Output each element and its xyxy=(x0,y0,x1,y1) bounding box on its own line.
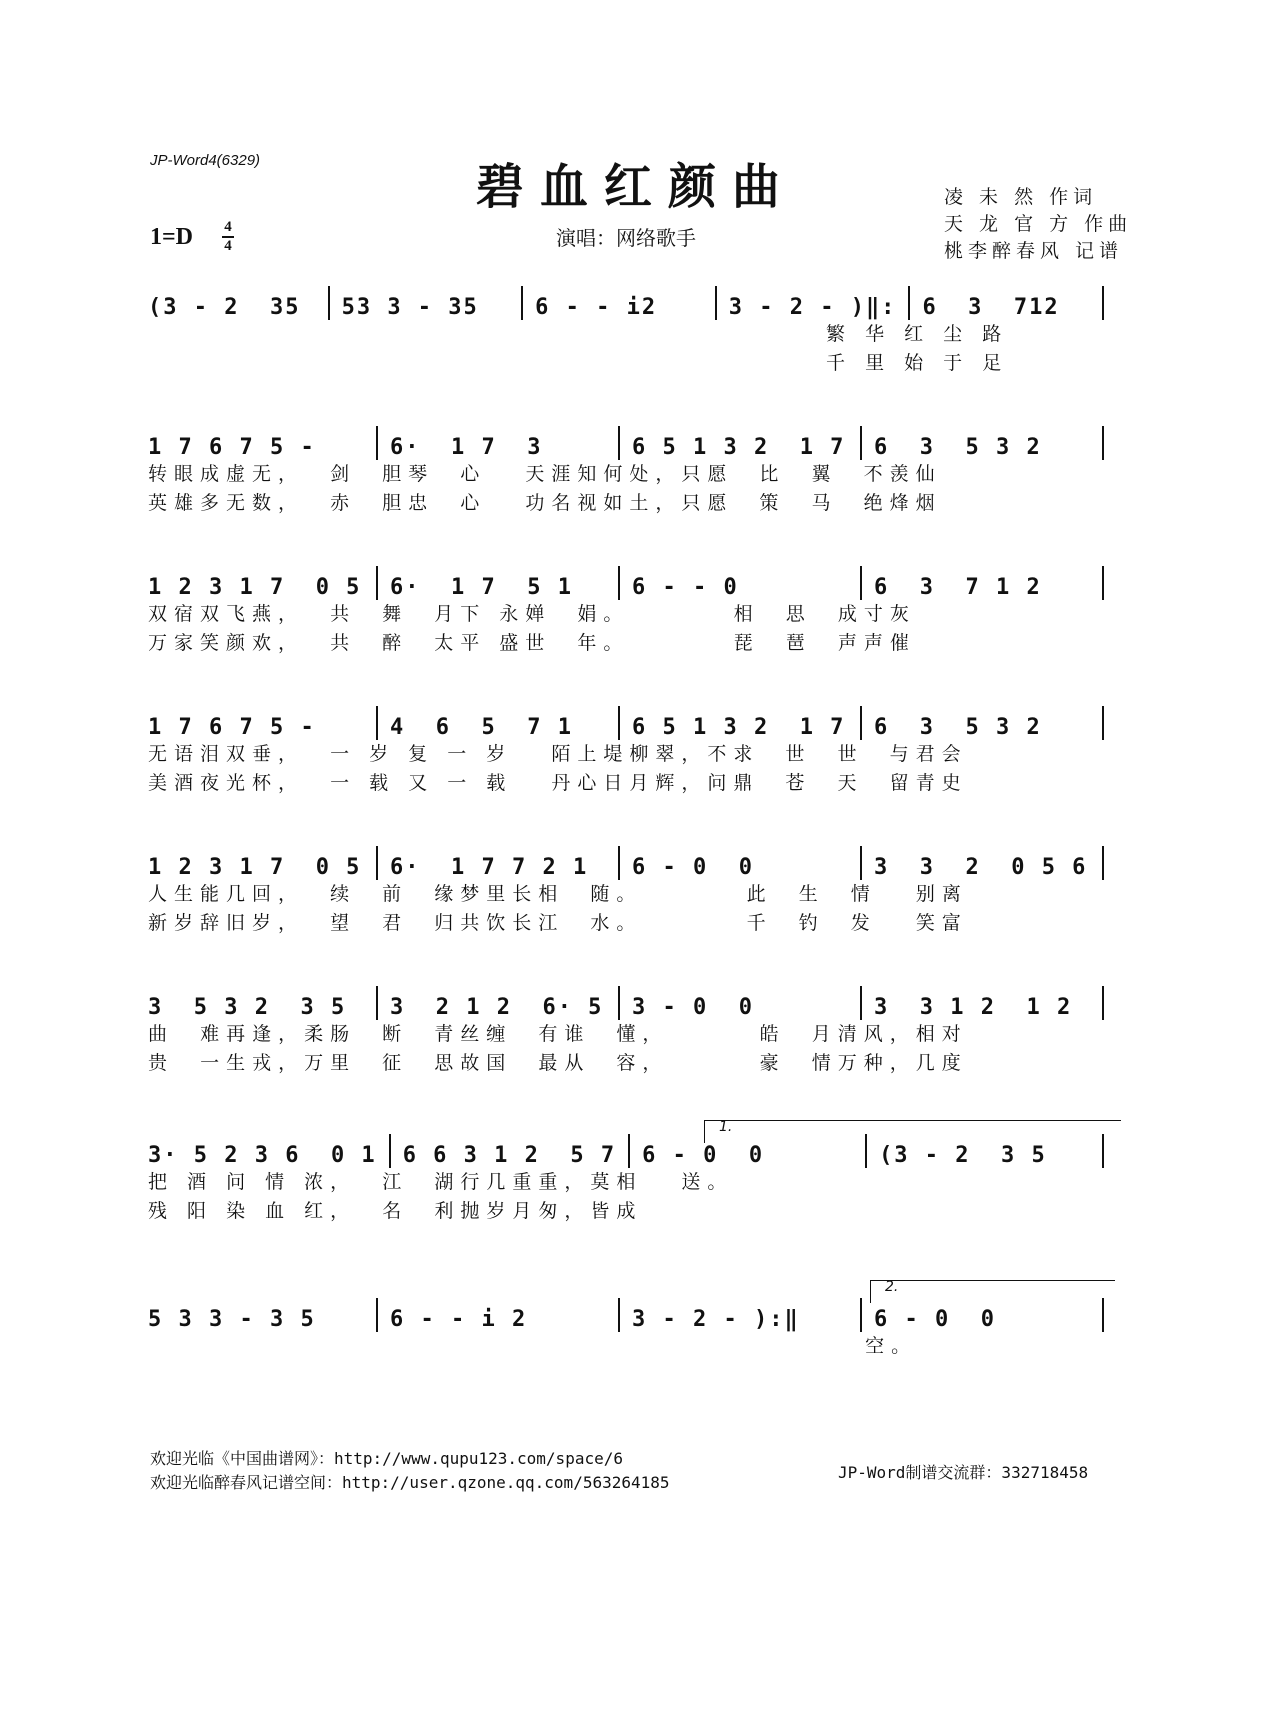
lyric-line: 双宿双飞燕， 共 舞 月下 永婵 娟。 相 思 成寸灰 xyxy=(148,603,916,625)
measure: (3 - 2 35 xyxy=(148,295,301,320)
lyric-line: 贵 一生戎，万里 征 思故国 最从 容， 豪 情万种，几度 xyxy=(148,1052,968,1074)
score-system xyxy=(148,568,1116,658)
measure: 6 5 1 3 2 1 7 xyxy=(632,435,846,460)
barline xyxy=(376,986,378,1020)
measure: 3 3 2 0 5 6 xyxy=(874,855,1088,880)
volta-2-label: 2. xyxy=(885,1279,899,1295)
barline xyxy=(618,566,620,600)
time-signature xyxy=(222,220,234,254)
barline xyxy=(389,1134,391,1168)
measure: 6 - - 0 xyxy=(632,575,739,600)
barline xyxy=(860,986,862,1020)
notes-row xyxy=(148,988,1116,1020)
measure: 3 - 0 0 xyxy=(632,995,754,1020)
score-system xyxy=(148,848,1116,938)
lyric-line: 无语泪双垂， 一 岁 复 一 岁 陌上堤柳翠，不求 世 世 与君会 xyxy=(148,743,968,765)
footer-link-1: 欢迎光临《中国曲谱网》：http://www.qupu123.com/space/6 xyxy=(150,1449,623,1468)
lyric-line: 转眼成虚无， 剑 胆琴 心 天涯知何处，只愿 比 翼 不羡仙 xyxy=(148,463,942,485)
barline xyxy=(618,846,620,880)
lyric-line: 新岁辞旧岁， 望 君 归共饮长江 水。 千 钓 发 笑富 xyxy=(148,912,968,934)
footer-link-2: 欢迎光临醉春风记谱空间：http://user.qzone.qq.com/563264185 xyxy=(150,1473,670,1492)
lyric-line: 残 阳 染 血 红， 名 利抛岁月匆，皆成 xyxy=(148,1200,643,1222)
barline xyxy=(376,846,378,880)
volta-2 xyxy=(870,1280,1115,1303)
measure: 5 3 3 - 3 5 xyxy=(148,1307,316,1332)
score-system xyxy=(148,988,1116,1078)
barline xyxy=(521,286,523,320)
measure: 6 6 3 1 2 5 7 xyxy=(402,1143,617,1168)
barline xyxy=(376,1298,378,1332)
transcriber-credit: 桃李醉春风 记谱 xyxy=(944,240,1124,262)
measure: 6 - 0 0 xyxy=(632,855,754,880)
lyricist-credit: 凌 未 然 作词 xyxy=(944,186,1098,208)
barline xyxy=(860,706,862,740)
barline xyxy=(618,986,620,1020)
barline xyxy=(618,706,620,740)
measure: 1 7 6 7 5 - xyxy=(148,715,316,740)
measure: 1 2 3 1 7 0 5 xyxy=(148,575,362,600)
measure: 6 5 1 3 2 1 7 xyxy=(632,715,846,740)
measure: 3 5 3 2 3 5 xyxy=(148,995,347,1020)
singer-line: 演唱：网络歌手 xyxy=(556,226,696,250)
volta-1 xyxy=(704,1120,1121,1143)
footer-links xyxy=(150,1447,670,1495)
measure: 3 - 2 - ):‖ xyxy=(632,1307,800,1332)
measure: 6 3 5 3 2 xyxy=(874,435,1042,460)
measure: 6 - 0 0 xyxy=(642,1143,765,1168)
notes-row xyxy=(148,708,1116,740)
time-bottom: 4 xyxy=(224,238,232,254)
measure: 3 2 1 2 6· 5 xyxy=(390,995,604,1020)
barline xyxy=(1102,286,1104,320)
measure: 6· 1 7 5 1 xyxy=(390,575,573,600)
score-system xyxy=(148,288,1116,378)
composer-credit: 天 龙 官 方 作曲 xyxy=(944,213,1133,235)
barline xyxy=(618,426,620,460)
notes-row xyxy=(148,1300,1116,1332)
barline xyxy=(628,1134,630,1168)
barline xyxy=(328,286,330,320)
key-signature: 1=D xyxy=(150,224,194,250)
lyric-line: 空。 xyxy=(148,1335,918,1357)
measure: 3 3 1 2 1 2 xyxy=(874,995,1073,1020)
measure: 6 3 5 3 2 xyxy=(874,715,1042,740)
barline xyxy=(860,846,862,880)
barline xyxy=(1102,986,1104,1020)
barline xyxy=(860,1298,862,1332)
barline xyxy=(376,566,378,600)
barline xyxy=(860,566,862,600)
barline xyxy=(715,286,717,320)
volta-1-label: 1. xyxy=(719,1119,733,1135)
notes-row xyxy=(148,288,1116,320)
measure: 6· 1 7 3 xyxy=(390,435,543,460)
barline xyxy=(1102,846,1104,880)
lyric-line: 万家笑颜欢， 共 醉 太平 盛世 年。 琵 琶 声声催 xyxy=(148,632,916,654)
measure: 53 3 - 35 xyxy=(341,295,479,320)
lyric-line: 曲 难再逢，柔肠 断 青丝缠 有谁 懂， 皓 月清风，相对 xyxy=(148,1023,968,1045)
measure: 6 - 0 0 xyxy=(874,1307,996,1332)
barline xyxy=(908,286,910,320)
lyric-line: 千 里 始 于 足 xyxy=(148,352,1009,374)
measure: 6 3 712 xyxy=(922,295,1060,320)
lyric-line: 繁 华 红 尘 路 xyxy=(148,323,1009,345)
credits xyxy=(944,184,1132,265)
measure: 3· 5 2 3 6 0 1 xyxy=(148,1143,377,1168)
measure: 6 3 7 1 2 xyxy=(874,575,1042,600)
barline xyxy=(860,426,862,460)
lyric-line: 英雄多无数， 赤 胆忠 心 功名视如土，只愿 策 马 绝烽烟 xyxy=(148,492,942,514)
time-top: 4 xyxy=(224,219,232,235)
score-system xyxy=(148,1136,1116,1226)
notes-row xyxy=(148,428,1116,460)
measure: 6 - - i 2 xyxy=(390,1307,528,1332)
barline xyxy=(1102,706,1104,740)
footer-group: JP-Word制谱交流群：332718458 xyxy=(838,1463,1089,1482)
notes-row xyxy=(148,568,1116,600)
measure: 3 - 2 - )‖: xyxy=(728,295,897,320)
notes-row xyxy=(148,848,1116,880)
barline xyxy=(1102,566,1104,600)
measure: 6· 1 7 7 2 1 xyxy=(390,855,589,880)
barline xyxy=(618,1298,620,1332)
measure: 6 - - i2 xyxy=(535,295,658,320)
measure: (3 - 2 3 5 xyxy=(879,1143,1047,1168)
barline xyxy=(1102,1298,1104,1332)
score-system xyxy=(148,1300,1116,1361)
song-title: 碧血红颜曲 xyxy=(475,159,796,215)
score-system xyxy=(148,708,1116,798)
measure: 4 6 5 7 1 xyxy=(390,715,573,740)
lyric-line: 人生能几回， 续 前 缘梦里长相 随。 此 生 情 别离 xyxy=(148,883,968,905)
lyric-line: 美酒夜光杯， 一 载 又 一 载 丹心日月辉，问鼎 苍 天 留青史 xyxy=(148,772,968,794)
lyric-line: 把 酒 问 情 浓， 江 湖行几重重，莫相 送。 xyxy=(148,1171,734,1193)
barline xyxy=(376,426,378,460)
measure: 1 7 6 7 5 - xyxy=(148,435,316,460)
score-system xyxy=(148,428,1116,518)
barline xyxy=(1102,426,1104,460)
barline xyxy=(376,706,378,740)
software-version: JP-Word4(6329) xyxy=(150,152,261,169)
measure: 1 2 3 1 7 0 5 xyxy=(148,855,362,880)
